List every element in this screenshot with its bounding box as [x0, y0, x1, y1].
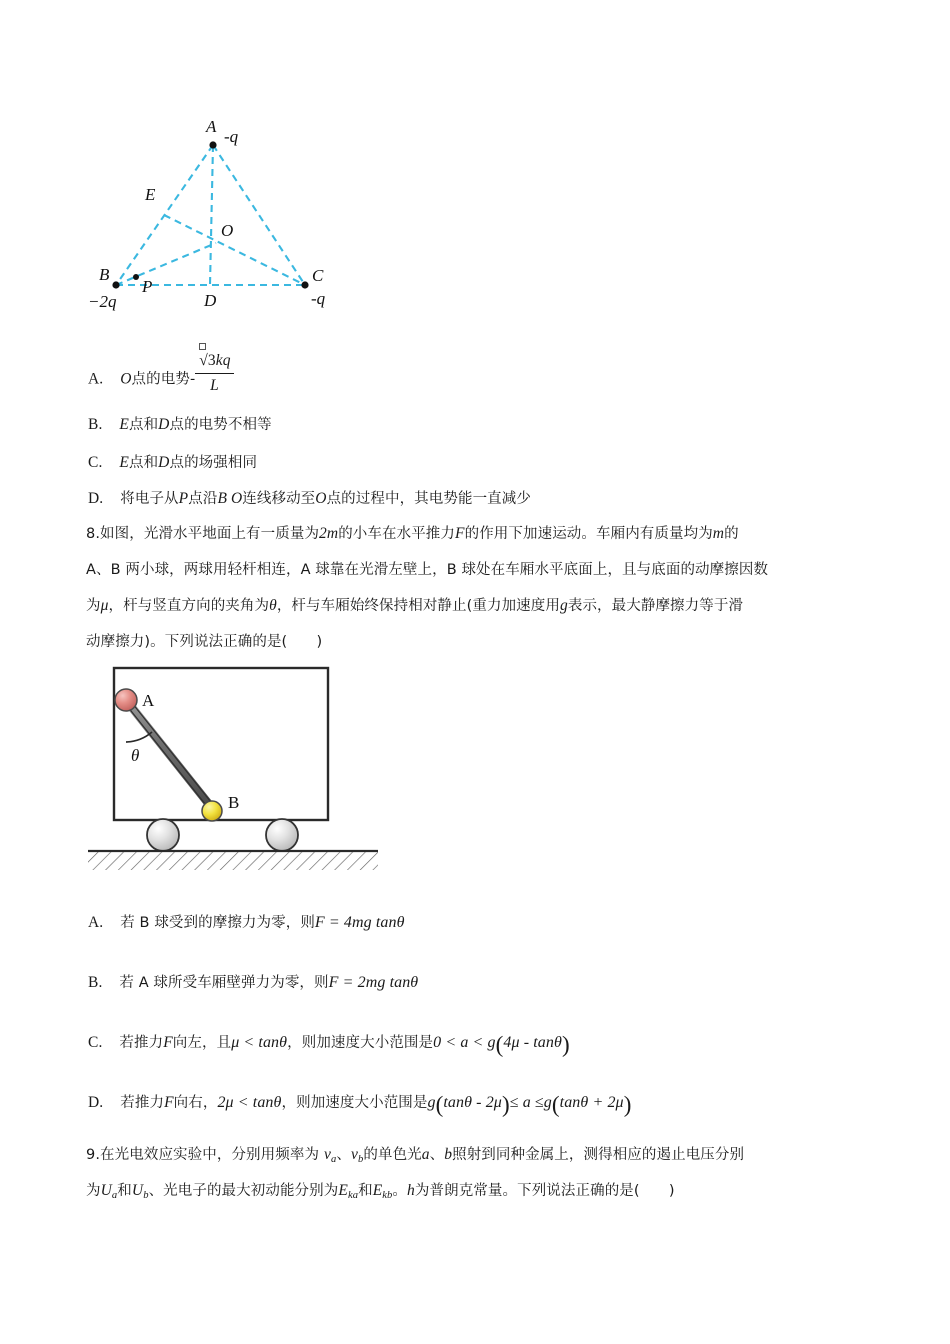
q7-option-b-var2: D	[158, 416, 170, 433]
q8-option-d-paren1: tanθ - 2μ	[443, 1094, 502, 1111]
q9-light-a: a	[421, 1146, 430, 1163]
q8-mass-cart: 2m	[319, 525, 339, 542]
ball-a	[115, 689, 137, 711]
q8-stem-line2	[86, 559, 768, 581]
q7-option-b-marker: B.	[88, 416, 103, 433]
q8-line3-d: 表示，最大静摩擦力等于滑	[567, 598, 744, 614]
ground-hatching	[88, 852, 378, 870]
q7-option-b-t2: 点的电势不相等	[169, 417, 272, 433]
q8-option-d-ineq1: 2μ < tanθ	[217, 1094, 282, 1111]
q8-line3-c: ，杆与车厢始终保持相对静止(重力加速度用	[276, 598, 560, 614]
q7-option-a-marker: A.	[88, 370, 104, 388]
q8-line1-d: 的	[724, 526, 739, 542]
q8-option-b-text: 若 A 球所受车厢壁弹力为零，则	[119, 975, 329, 991]
q7-option-d-t2: 点沿	[188, 491, 218, 507]
label-p: P	[142, 277, 153, 296]
q9-eka: E	[338, 1182, 348, 1199]
q8-option-d-var1: F	[164, 1094, 174, 1111]
q9-line2-d: 和	[358, 1183, 373, 1199]
q9-nu-b-sub: b	[358, 1153, 364, 1165]
q7-option-d-marker: D.	[88, 490, 104, 507]
q8-line4-a: 动摩擦力)。下列说法正确的是( )	[86, 634, 323, 650]
paren-close-d1: )	[501, 1092, 510, 1118]
ball-a-label: A	[142, 691, 155, 710]
radical-sign	[198, 350, 215, 372]
q7-option-a-text: 点的电势-	[131, 371, 196, 388]
q7-option-a-denominator: L	[210, 377, 219, 394]
q9-line2-e: 。	[392, 1183, 408, 1199]
label-charge-b: −2q	[88, 292, 117, 311]
q8-option-c-t2: 向左，且	[172, 1035, 232, 1051]
q9-line2-f: 为普朗克常量。下列说法正确的是( )	[414, 1183, 675, 1199]
point-b-dot	[112, 281, 119, 288]
q7-option-c	[88, 452, 257, 474]
q8-option-d-paren2: tanθ + 2μ	[559, 1094, 624, 1111]
q8-option-c	[88, 1032, 570, 1058]
q7-option-d-t3: 连线移动至	[242, 491, 316, 507]
q9-eka-sub: ka	[347, 1189, 359, 1201]
median-e-c	[164, 215, 305, 285]
q9-ua-sub: a	[111, 1189, 118, 1201]
q8-option-d-g1: g	[427, 1094, 436, 1111]
q8-option-d-g2: g	[543, 1094, 552, 1111]
q7-option-d-t1: 将电子从	[120, 491, 179, 507]
q9-line1-d: 、	[429, 1147, 445, 1163]
label-c: C	[312, 266, 324, 285]
q9-line1-c: 的单色光	[363, 1147, 422, 1163]
q9-nu-a-sub: a	[331, 1153, 337, 1165]
point-p-dot	[133, 274, 139, 280]
q8-option-c-ineq1: μ < tanθ	[231, 1034, 288, 1051]
q9-ua: U	[100, 1182, 112, 1199]
q8-option-d-t3: ，则加速度大小范围是	[281, 1095, 428, 1111]
q8-line2-a: A、B 两小球，两球用轻杆相连，A 球靠在光滑左壁上，B 球处在车厢水平底面上，且与底面的动摩擦因数	[86, 562, 769, 578]
cart-figure	[86, 660, 386, 875]
q9-number: 9.	[86, 1147, 101, 1163]
paren-open-d1: (	[435, 1092, 444, 1118]
q9-ekb-sub: kb	[382, 1189, 393, 1201]
median-a-d	[210, 145, 213, 285]
q8-option-b	[88, 972, 418, 994]
q8-line1-b: 的小车在水平推力	[338, 526, 456, 542]
paren-close-c: )	[561, 1032, 570, 1058]
q8-option-b-marker: B.	[88, 974, 103, 991]
q7-option-a-fraction	[195, 350, 233, 397]
q9-light-b: b	[444, 1146, 453, 1163]
q7-option-c-var2: D	[158, 454, 170, 471]
q7-option-a-radical: √3	[199, 352, 216, 369]
label-a: A	[206, 117, 217, 136]
q8-line3-a: 为	[86, 598, 101, 614]
q7-option-c-t2: 点的场强相同	[169, 455, 258, 471]
paren-open-c: (	[495, 1032, 504, 1058]
q8-option-d-t2: 向右，	[173, 1095, 218, 1111]
q8-line1-a: 如图，光滑水平地面上有一质量为	[100, 526, 320, 542]
q7-option-b	[88, 414, 272, 436]
q9-ub: U	[131, 1182, 144, 1199]
q8-option-a-text: 若 B 球受到的摩擦力为零，则	[120, 915, 315, 931]
q7-option-a-lead: O	[120, 370, 132, 388]
q8-force: F	[455, 525, 465, 542]
q7-option-b-var1: E	[119, 416, 129, 433]
label-o: O	[221, 221, 234, 240]
q7-option-c-t1: 点和	[128, 455, 159, 471]
q8-option-a-marker: A.	[88, 914, 104, 931]
q7-option-d-var2: B O	[217, 490, 243, 507]
q8-theta: θ	[269, 597, 277, 614]
q8-option-c-marker: C.	[88, 1034, 103, 1051]
q9-nu-a: ν	[324, 1146, 332, 1163]
q9-nu-b: ν	[351, 1146, 358, 1163]
q7-option-c-var1: E	[119, 454, 129, 471]
q7-option-d-var1: P	[178, 490, 189, 507]
q9-line2-b: 和	[117, 1183, 132, 1199]
q8-number: 8.	[86, 526, 101, 542]
q9-stem-line2	[86, 1180, 675, 1207]
wheel-right	[266, 819, 298, 851]
q8-option-a-equation: F = 4mg tanθ	[314, 914, 405, 931]
q7-option-b-t1: 点和	[128, 417, 159, 433]
q9-line1-e: 照射到同种金属上，测得相应的遏止电压分别	[452, 1147, 745, 1163]
q9-line2-a: 为	[86, 1183, 101, 1199]
point-a-dot	[209, 141, 216, 148]
ball-b	[202, 801, 222, 821]
q7-option-d	[88, 488, 531, 510]
paren-open-d2: (	[551, 1092, 560, 1118]
angle-label-theta: θ	[131, 746, 140, 765]
q8-stem-line1	[86, 523, 739, 545]
q9-line2-c: 、光电子的最大初动能分别为	[148, 1183, 339, 1199]
q8-line3-b: ，杆与竖直方向的夹角为	[108, 598, 270, 614]
q8-option-c-t1: 若推力	[119, 1035, 164, 1051]
q8-option-d	[88, 1092, 632, 1118]
q8-g: g	[559, 597, 568, 614]
q9-ekb: E	[372, 1182, 383, 1199]
q9-ub-sub: b	[143, 1189, 149, 1201]
q8-option-c-var1: F	[163, 1034, 173, 1051]
label-e: E	[145, 185, 156, 204]
q8-option-c-t3: ，则加速度大小范围是	[287, 1035, 434, 1051]
q8-stem-line3	[86, 595, 743, 617]
q8-line1-c: 的作用下加速运动。车厢内有质量均为	[464, 526, 713, 542]
q8-option-d-t1: 若推力	[120, 1095, 165, 1111]
ball-b-label: B	[228, 793, 240, 812]
q8-option-c-ineq2: 0 < a < g	[433, 1034, 496, 1051]
q8-option-d-marker: D.	[88, 1094, 104, 1111]
wheel-left	[147, 819, 179, 851]
label-charge-a: -q	[224, 127, 239, 146]
q9-line1-b: 、	[336, 1147, 352, 1163]
label-charge-c: -q	[311, 289, 326, 308]
q9-h: h	[407, 1182, 415, 1199]
q8-option-c-paren: 4μ - tanθ	[503, 1034, 562, 1051]
q7-option-d-t4: 点的过程中，其电势能一直减少	[326, 491, 531, 507]
q8-stem-line4	[86, 631, 322, 653]
charge-triangle-figure	[88, 104, 378, 324]
label-d: D	[204, 291, 217, 310]
q7-option-c-marker: C.	[88, 454, 103, 471]
q9-line1-a: 在光电效应实验中，分别用频率为	[100, 1147, 320, 1163]
q8-option-a	[88, 912, 405, 934]
point-c-dot	[301, 281, 308, 288]
q8-mass-ball: m	[712, 525, 725, 542]
triangle-side-ac	[213, 145, 305, 285]
q8-option-b-equation: F = 2mg tanθ	[328, 974, 419, 991]
q7-option-a	[88, 352, 234, 399]
q7-option-d-var3: O	[315, 490, 327, 507]
q9-stem-line1	[86, 1144, 744, 1171]
q7-option-a-num-rest: kq	[215, 352, 231, 369]
q8-mu: μ	[100, 597, 109, 614]
q8-option-d-mid: ≤ a ≤	[509, 1094, 544, 1111]
paren-close-d2: )	[623, 1092, 632, 1118]
label-b: B	[99, 265, 110, 284]
